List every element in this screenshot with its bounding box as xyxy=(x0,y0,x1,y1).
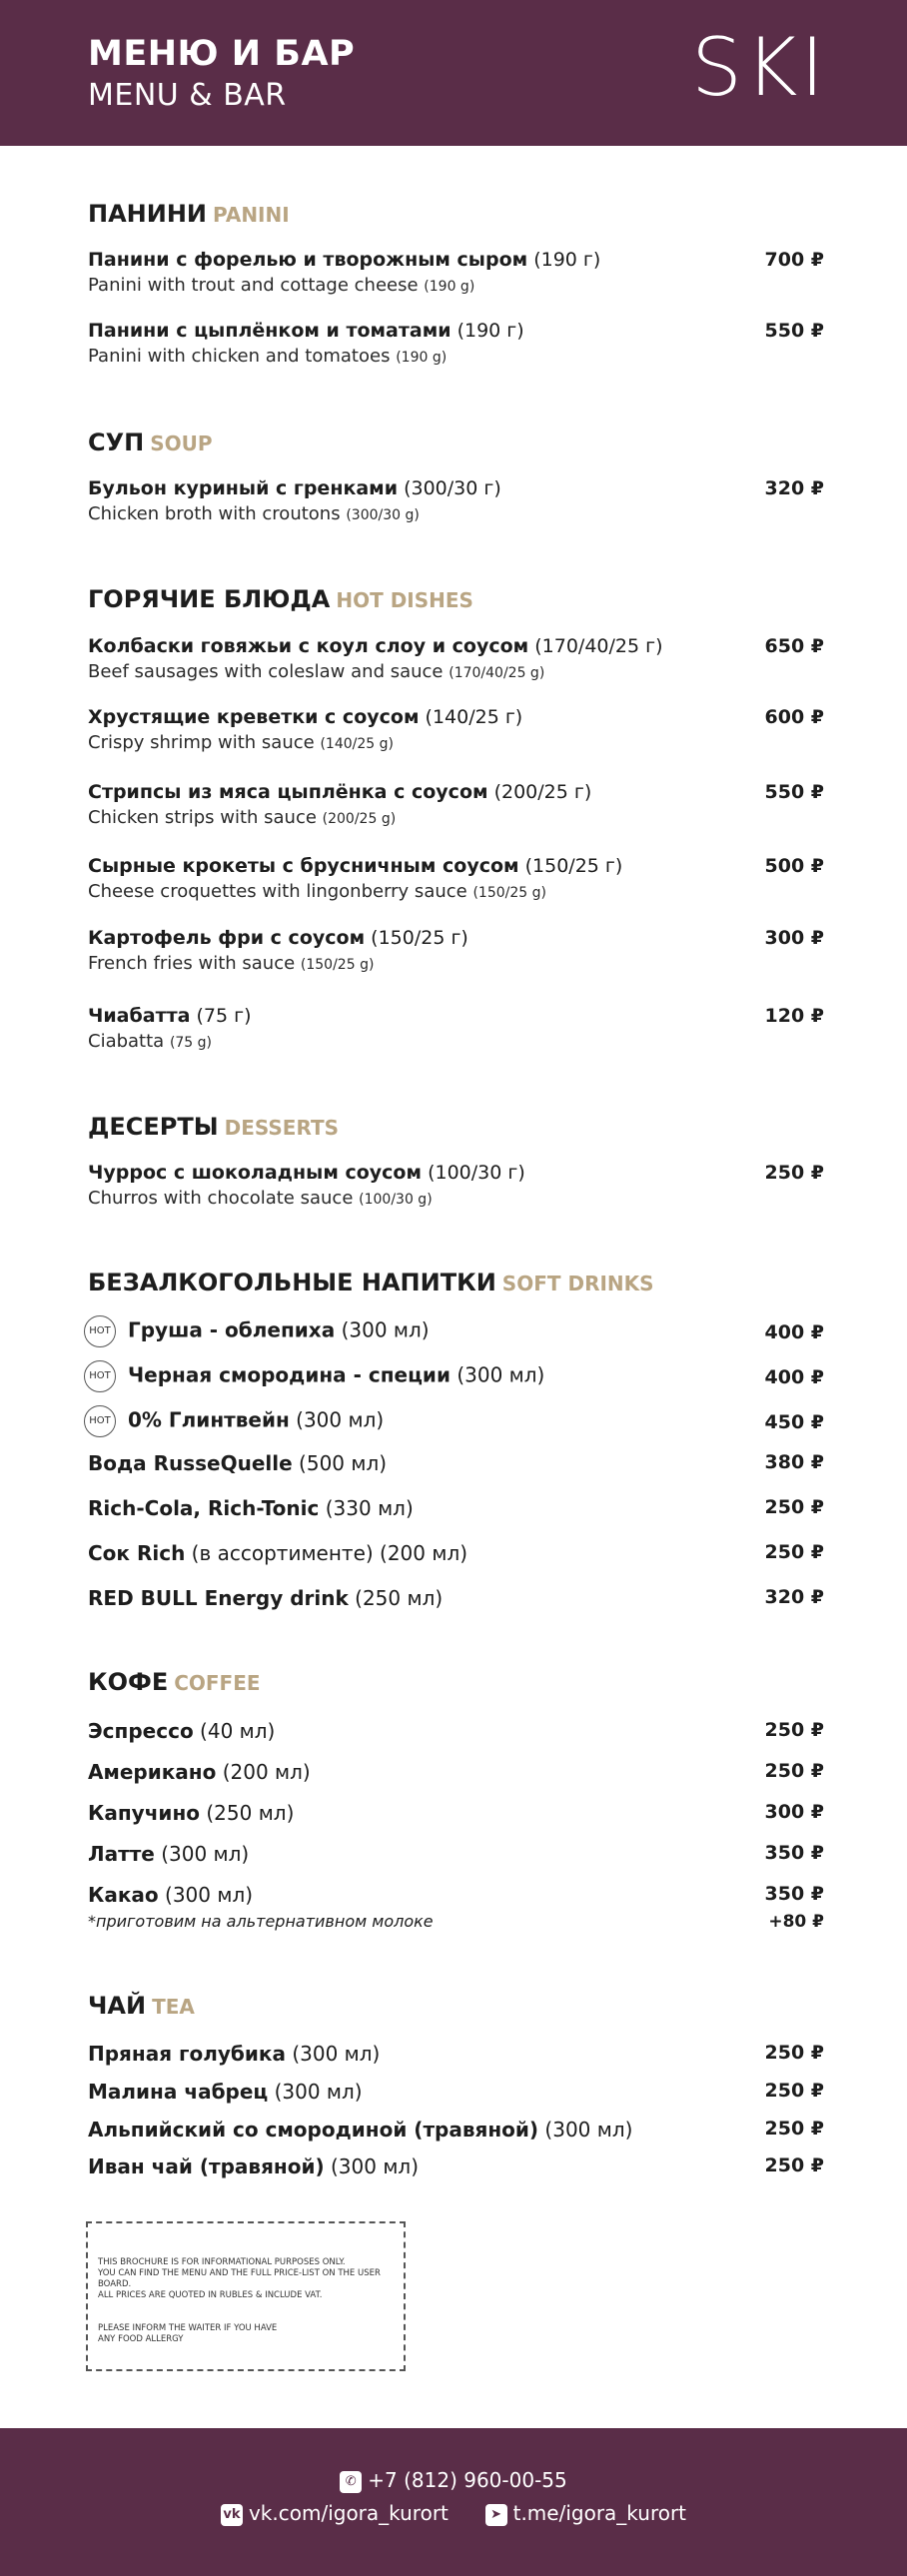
item-price: 320 ₽ xyxy=(764,477,824,499)
section-title-en: TEA xyxy=(152,1995,195,2019)
drink-name: Малина чабрец xyxy=(88,2080,269,2104)
logo: SKI xyxy=(691,21,827,114)
drink-row xyxy=(88,1496,824,1520)
drink-price: 400 ₽ xyxy=(764,1321,824,1343)
drink-volume: (300 мл) xyxy=(544,2118,633,2142)
item-name-ru: Бульон куриный с гренками xyxy=(88,477,399,499)
item-name-ru: Картофель фри с соусом xyxy=(88,927,366,949)
menu-item xyxy=(88,927,824,974)
item-name-en: Beef sausages with coleslaw and sauce xyxy=(88,661,444,682)
item-price: 250 ₽ xyxy=(764,1162,824,1184)
section-tea-title xyxy=(88,1992,195,2020)
drink-price: 400 ₽ xyxy=(764,1366,824,1388)
item-name-ru: Панини с форелью и творожным сыром xyxy=(88,249,528,271)
menu-item xyxy=(88,1162,824,1209)
section-title-en: DESSERTS xyxy=(224,1116,339,1140)
item-weight-ru: (200/25 г) xyxy=(493,781,592,803)
tea-row xyxy=(88,2042,824,2066)
section-title-en: SOUP xyxy=(150,431,213,455)
section-title-en: COFFEE xyxy=(174,1671,261,1695)
item-weight-en: (170/40/25 g) xyxy=(449,665,545,681)
drink-name: Иван чай (травяной) xyxy=(88,2154,325,2178)
disclaimer-line: PLEASE INFORM THE WAITER IF YOU HAVE xyxy=(98,2323,278,2333)
note-price: +80 ₽ xyxy=(768,1912,824,1932)
hot-badge-icon: HOT xyxy=(84,1315,116,1347)
section-title-ru: ПАНИНИ xyxy=(88,200,208,228)
section-title-en: SOFT DRINKS xyxy=(501,1272,654,1295)
item-price: 300 ₽ xyxy=(764,927,824,949)
item-name-ru: Сырные крокеты с брусничным соусом xyxy=(88,855,519,877)
section-title-ru: ЧАЙ xyxy=(88,1992,147,2020)
drink-price: 380 ₽ xyxy=(764,1451,824,1473)
drink-volume: (300 мл) xyxy=(274,2080,363,2104)
item-name-ru: Колбаски говяжьи с коул слоу и соусом xyxy=(88,635,529,657)
section-title-en: HOT DISHES xyxy=(336,588,473,612)
menu-item xyxy=(88,1005,824,1052)
menu-item xyxy=(88,320,824,367)
telegram-link[interactable]: t.me/igora_kurort xyxy=(512,2501,687,2525)
title-en: MENU & BAR xyxy=(88,78,287,113)
drink-name: Вода RusseQuelle xyxy=(88,1451,293,1475)
drink-volume: (300 мл) xyxy=(296,1407,385,1432)
drink-price: 250 ₽ xyxy=(764,2042,824,2064)
drink-price: 320 ₽ xyxy=(764,1586,824,1608)
footer-links xyxy=(0,2501,907,2526)
item-weight-ru: (140/25 г) xyxy=(425,706,523,728)
hot-badge-icon: HOT xyxy=(84,1360,116,1392)
section-soup-title xyxy=(88,429,213,456)
section-title-en: PANINI xyxy=(213,203,290,227)
item-weight-ru: (150/25 г) xyxy=(524,855,623,877)
drink-volume: (250 мл) xyxy=(206,1801,295,1825)
section-title-ru: БЕЗАЛКОГОЛЬНЫЕ НАПИТКИ xyxy=(88,1269,496,1296)
header xyxy=(0,0,907,146)
drink-volume: (300 мл) xyxy=(161,1842,250,1866)
item-weight-ru: (150/25 г) xyxy=(371,927,468,949)
drink-name: Какао xyxy=(88,1883,159,1907)
drink-price: 250 ₽ xyxy=(764,2080,824,2102)
drink-price: 250 ₽ xyxy=(764,2118,824,2140)
item-price: 700 ₽ xyxy=(764,249,824,271)
section-title-ru: ГОРЯЧИЕ БЛЮДА xyxy=(88,585,331,613)
item-weight-en: (200/25 g) xyxy=(322,811,397,827)
item-weight-en: (100/30 g) xyxy=(359,1192,433,1208)
drink-volume: (300 мл) xyxy=(341,1317,430,1342)
coffee-row xyxy=(88,1842,824,1866)
drink-volume: (300 мл) xyxy=(456,1362,545,1387)
item-weight-en: (150/25 g) xyxy=(300,957,375,973)
item-price: 120 ₽ xyxy=(764,1005,824,1027)
drink-name: Капучино xyxy=(88,1801,201,1825)
section-coffee-title xyxy=(88,1668,261,1696)
disclaimer-line: THIS BROCHURE IS FOR INFORMATIONAL PURPOSES ONLY. xyxy=(98,2257,346,2267)
disclaimer-line: YOU CAN FIND THE MENU AND THE FULL PRICE-LIST ON THE USER BOARD. xyxy=(98,2268,381,2289)
drink-name: Сок Rich xyxy=(88,1541,186,1565)
vk-icon: vk xyxy=(221,2504,243,2526)
drink-name: Пряная голубика xyxy=(88,2042,286,2066)
drink-volume: (200 мл) xyxy=(222,1760,311,1784)
drink-price: 300 ₽ xyxy=(764,1801,824,1823)
section-soft-drinks-title xyxy=(88,1269,654,1296)
drink-row xyxy=(84,1405,824,1437)
coffee-row xyxy=(88,1760,824,1784)
phone-number[interactable]: +7 (812) 960-00-55 xyxy=(368,2468,567,2492)
telegram-icon: ➤ xyxy=(485,2504,507,2526)
drink-price: 350 ₽ xyxy=(764,1883,824,1905)
drink-price: 450 ₽ xyxy=(764,1411,824,1433)
item-name-ru: Хрустящие креветки с соусом xyxy=(88,706,420,728)
item-price: 600 ₽ xyxy=(764,706,824,728)
drink-row xyxy=(88,1586,824,1610)
drink-volume: (250 мл) xyxy=(355,1586,444,1610)
drink-price: 250 ₽ xyxy=(764,2154,824,2176)
drink-name: Эспрессо xyxy=(88,1719,194,1743)
item-weight-ru: (75 г) xyxy=(196,1005,252,1027)
item-name-ru: Чиабатта xyxy=(88,1005,191,1027)
item-price: 650 ₽ xyxy=(764,635,824,657)
drink-name: Американо xyxy=(88,1760,217,1784)
disclaimer-line: ANY FOOD ALLERGY xyxy=(98,2334,184,2344)
drink-volume: (в ассортименте) (200 мл) xyxy=(191,1541,468,1565)
drink-name: RED BULL Energy drink xyxy=(88,1586,349,1610)
item-name-en: Chicken broth with croutons xyxy=(88,503,341,524)
menu-item xyxy=(88,249,824,296)
item-weight-en: (150/25 g) xyxy=(472,885,546,901)
phone-icon: ✆ xyxy=(340,2471,362,2493)
disclaimer-line: ALL PRICES ARE QUOTED IN RUBLES & INCLUDE VAT. xyxy=(98,2290,323,2300)
item-name-en: Churros with chocolate sauce xyxy=(88,1188,354,1209)
item-name-en: French fries with sauce xyxy=(88,953,296,974)
drink-row xyxy=(88,1451,824,1475)
section-title-ru: КОФЕ xyxy=(88,1668,169,1696)
tea-row xyxy=(88,2080,824,2104)
tea-row xyxy=(88,2118,824,2142)
hot-badge-icon: HOT xyxy=(84,1405,116,1437)
menu-item xyxy=(88,477,824,524)
item-name-en: Crispy shrimp with sauce xyxy=(88,732,315,753)
footer xyxy=(0,2428,907,2576)
section-panini-title xyxy=(88,200,290,228)
section-title-ru: ДЕСЕРТЫ xyxy=(88,1113,219,1141)
menu-item xyxy=(88,781,824,828)
item-name-en: Panini with trout and cottage cheese xyxy=(88,275,419,296)
item-weight-ru: (190 г) xyxy=(456,320,524,342)
item-weight-en: (140/25 g) xyxy=(320,736,394,752)
alt-milk-note xyxy=(88,1912,824,1931)
item-price: 550 ₽ xyxy=(764,781,824,803)
drink-price: 350 ₽ xyxy=(764,1842,824,1864)
drink-volume: (330 мл) xyxy=(325,1496,414,1520)
item-name-ru: Стрипсы из мяса цыплёнка с соусом xyxy=(88,781,488,803)
drink-volume: (500 мл) xyxy=(299,1451,388,1475)
drink-name: Rich-Cola, Rich-Tonic xyxy=(88,1496,320,1520)
drink-row xyxy=(84,1360,824,1392)
item-weight-en: (190 g) xyxy=(424,279,475,295)
drink-name: Груша - облепиха xyxy=(128,1317,336,1342)
note-text: *приготовим на альтернативном молоке xyxy=(88,1912,434,1931)
drink-row xyxy=(84,1315,824,1347)
drink-name: Альпийский со смородиной (травяной) xyxy=(88,2118,539,2142)
item-weight-ru: (190 г) xyxy=(533,249,601,271)
drink-name: 0% Глинтвейн xyxy=(128,1407,290,1432)
drink-price: 250 ₽ xyxy=(764,1496,824,1518)
coffee-row xyxy=(88,1801,824,1825)
menu-item xyxy=(88,706,824,753)
item-weight-ru: (100/30 г) xyxy=(428,1162,525,1184)
item-weight-en: (300/30 g) xyxy=(346,507,420,523)
item-weight-ru: (300/30 г) xyxy=(404,477,501,499)
tea-row xyxy=(88,2154,824,2178)
item-name-ru: Панини с цыплёнком и томатами xyxy=(88,320,452,342)
item-name-en: Panini with chicken and tomatoes xyxy=(88,346,391,367)
item-price: 500 ₽ xyxy=(764,855,824,877)
item-name-en: Cheese croquettes with lingonberry sauce xyxy=(88,881,467,902)
menu-item xyxy=(88,635,824,682)
coffee-row xyxy=(88,1883,824,1907)
drink-name: Латте xyxy=(88,1842,155,1866)
item-weight-en: (190 g) xyxy=(396,350,448,366)
drink-row xyxy=(88,1541,824,1565)
item-weight-ru: (170/40/25 г) xyxy=(534,635,663,657)
item-price: 550 ₽ xyxy=(764,320,824,342)
drink-volume: (300 мл) xyxy=(165,1883,254,1907)
menu-item xyxy=(88,855,824,902)
item-name-en: Chicken strips with sauce xyxy=(88,807,317,828)
vk-link[interactable]: vk.com/igora_kurort xyxy=(248,2501,449,2525)
drink-price: 250 ₽ xyxy=(764,1719,824,1741)
drink-price: 250 ₽ xyxy=(764,1541,824,1563)
section-title-ru: СУП xyxy=(88,429,145,456)
item-weight-en: (75 g) xyxy=(169,1035,213,1051)
drink-volume: (40 мл) xyxy=(200,1719,276,1743)
disclaimer-box xyxy=(86,2221,406,2371)
drink-price: 250 ₽ xyxy=(764,1760,824,1782)
item-name-ru: Чуррос с шоколадным соусом xyxy=(88,1162,423,1184)
section-desserts-title xyxy=(88,1113,339,1141)
section-hot-title xyxy=(88,585,473,613)
title-ru: МЕНЮ И БАР xyxy=(88,34,356,74)
drink-volume: (300 мл) xyxy=(331,2154,420,2178)
drink-volume: (300 мл) xyxy=(292,2042,381,2066)
coffee-row xyxy=(88,1719,824,1743)
footer-phone[interactable] xyxy=(0,2468,907,2493)
drink-name: Черная смородина - специи xyxy=(128,1362,451,1387)
item-name-en: Ciabatta xyxy=(88,1031,165,1052)
